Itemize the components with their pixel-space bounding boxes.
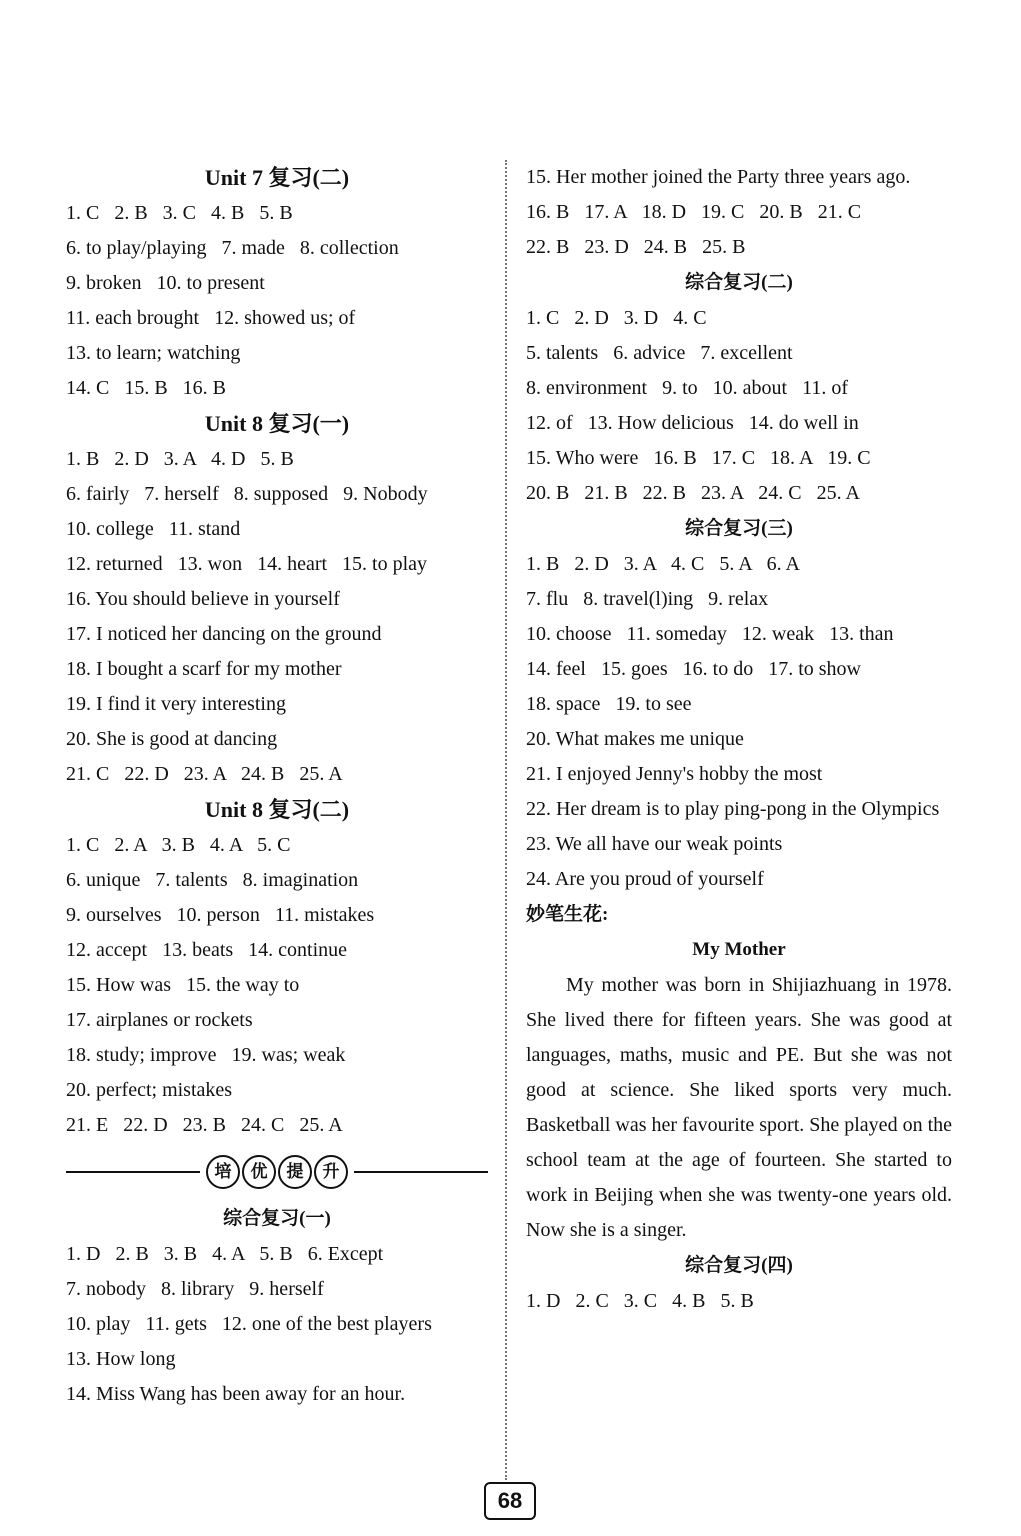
essay-title: My Mother xyxy=(692,939,786,960)
answer-line: 10. play 11. gets 12. one of the best players xyxy=(66,1313,432,1335)
unit7-review2-answers xyxy=(66,196,488,406)
answer-line: 16. B 17. A 18. D 19. C 20. B 21. C xyxy=(526,201,862,223)
answer-line: 21. I enjoyed Jenny's hobby the most xyxy=(526,763,823,785)
answer-line: 1. D 2. C 3. C 4. B 5. B xyxy=(526,1290,754,1312)
comprehensive1-answers xyxy=(66,1237,488,1412)
answer-line: 6. fairly 7. herself 8. supposed 9. Nobody xyxy=(66,483,428,505)
comprehensive1-continued xyxy=(526,160,952,265)
answer-line: 1. B 2. D 3. A 4. C 5. A 6. A xyxy=(526,553,800,575)
answer-line: 1. D 2. B 3. B 4. A 5. B 6. Except xyxy=(66,1243,384,1265)
answer-line: 24. Are you proud of yourself xyxy=(526,868,764,890)
right-column xyxy=(526,160,952,1319)
answer-line: 1. C 2. B 3. C 4. B 5. B xyxy=(66,202,293,224)
banner-char: 培 xyxy=(206,1155,240,1189)
answer-line: 15. How was 15. the way to xyxy=(66,974,300,996)
section-title-unit8-review2: Unit 8 复习(二) xyxy=(204,797,350,822)
answer-line: 14. feel 15. goes 16. to do 17. to show xyxy=(526,658,861,680)
answer-line: 13. to learn; watching xyxy=(66,342,241,364)
column-divider xyxy=(505,160,507,1480)
answer-line: 12. returned 13. won 14. heart 15. to play xyxy=(66,553,428,575)
answer-line: 5. talents 6. advice 7. excellent xyxy=(526,342,793,364)
answer-line: 10. choose 11. someday 12. weak 13. than xyxy=(526,623,894,645)
comprehensive4-answers xyxy=(526,1284,952,1319)
banner-rule-left xyxy=(66,1171,200,1173)
answer-line: 22. B 23. D 24. B 25. B xyxy=(526,236,746,258)
section-banner xyxy=(66,1143,488,1201)
answer-line: 21. E 22. D 23. B 24. C 25. A xyxy=(66,1114,343,1136)
answer-line: 19. I find it very interesting xyxy=(66,693,286,715)
answer-line: 1. C 2. A 3. B 4. A 5. C xyxy=(66,834,291,856)
answer-line: 14. C 15. B 16. B xyxy=(66,377,227,399)
answer-line: 10. college 11. stand xyxy=(66,518,241,540)
essay-paragraph: My mother was born in Shijiazhuang in 1978. She lived there for fifteen years. She was good at languages, maths, music and PE. But she was not good at science. She liked sports very much. Basketball was her favourite sport. She played on the school team at the age of fourteen. She started to work in Beijing when she was twenty-one years old. Now she is a singer. xyxy=(526,974,952,1241)
section-title-comprehensive4: 综合复习(四) xyxy=(685,1255,793,1276)
writing-label: 妙笔生花: xyxy=(526,904,609,925)
unit8-review1-answers xyxy=(66,442,488,792)
banner-rule-right xyxy=(354,1171,488,1173)
answer-line: 1. B 2. D 3. A 4. D 5. B xyxy=(66,448,294,470)
section-title-unit7-review2: Unit 7 复习(二) xyxy=(204,165,350,190)
page-number: 68 xyxy=(484,1482,536,1520)
answer-line: 7. flu 8. travel(l)ing 9. relax xyxy=(526,588,769,610)
unit8-review2-answers xyxy=(66,828,488,1143)
answer-line: 15. Who were 16. B 17. C 18. A 19. C xyxy=(526,447,871,469)
answer-line: 1. C 2. D 3. D 4. C xyxy=(526,307,707,329)
comprehensive3-answers xyxy=(526,547,952,897)
answer-line-wrapped: 22. Her dream is to play ping-pong in the Olympics xyxy=(526,798,940,820)
section-title-comprehensive2: 综合复习(二) xyxy=(685,272,793,293)
banner-char: 升 xyxy=(314,1155,348,1189)
answer-line: 20. B 21. B 22. B 23. A 24. C 25. A xyxy=(526,482,860,504)
answer-line: 17. airplanes or rockets xyxy=(66,1009,253,1031)
answer-line: 13. How long xyxy=(66,1348,176,1370)
banner-char: 提 xyxy=(278,1155,312,1189)
section-title-unit8-review1: Unit 8 复习(一) xyxy=(204,411,350,436)
section-title-comprehensive3: 综合复习(三) xyxy=(685,518,793,539)
answer-line: 6. to play/playing 7. made 8. collection xyxy=(66,237,399,259)
left-column xyxy=(66,160,488,1412)
comprehensive2-answers xyxy=(526,301,952,511)
answer-line: 18. study; improve 19. was; weak xyxy=(66,1044,346,1066)
answer-line-wrapped: 15. Her mother joined the Party three years ago. xyxy=(526,166,911,188)
section-title-comprehensive1: 综合复习(一) xyxy=(223,1208,331,1229)
answer-line: 11. each brought 12. showed us; of xyxy=(66,307,356,329)
answer-line: 12. accept 13. beats 14. continue xyxy=(66,939,348,961)
answer-line: 20. She is good at dancing xyxy=(66,728,278,750)
answer-line: 20. What makes me unique xyxy=(526,728,744,750)
answer-line: 16. You should believe in yourself xyxy=(66,588,340,610)
banner-chips xyxy=(206,1155,348,1189)
answer-line: 18. I bought a scarf for my mother xyxy=(66,658,342,680)
answer-line: 17. I noticed her dancing on the ground xyxy=(66,623,382,645)
answer-line: 9. broken 10. to present xyxy=(66,272,265,294)
answer-line: 12. of 13. How delicious 14. do well in xyxy=(526,412,859,434)
answer-line: 9. ourselves 10. person 11. mistakes xyxy=(66,904,375,926)
answer-line: 8. environment 9. to 10. about 11. of xyxy=(526,377,848,399)
answer-line: 21. C 22. D 23. A 24. B 25. A xyxy=(66,763,343,785)
answer-line: 18. space 19. to see xyxy=(526,693,692,715)
answer-line: 7. nobody 8. library 9. herself xyxy=(66,1278,324,1300)
answer-line: 14. Miss Wang has been away for an hour. xyxy=(66,1383,406,1405)
answer-line: 20. perfect; mistakes xyxy=(66,1079,233,1101)
answer-line: 6. unique 7. talents 8. imagination xyxy=(66,869,359,891)
banner-char: 优 xyxy=(242,1155,276,1189)
answer-line: 23. We all have our weak points xyxy=(526,833,783,855)
